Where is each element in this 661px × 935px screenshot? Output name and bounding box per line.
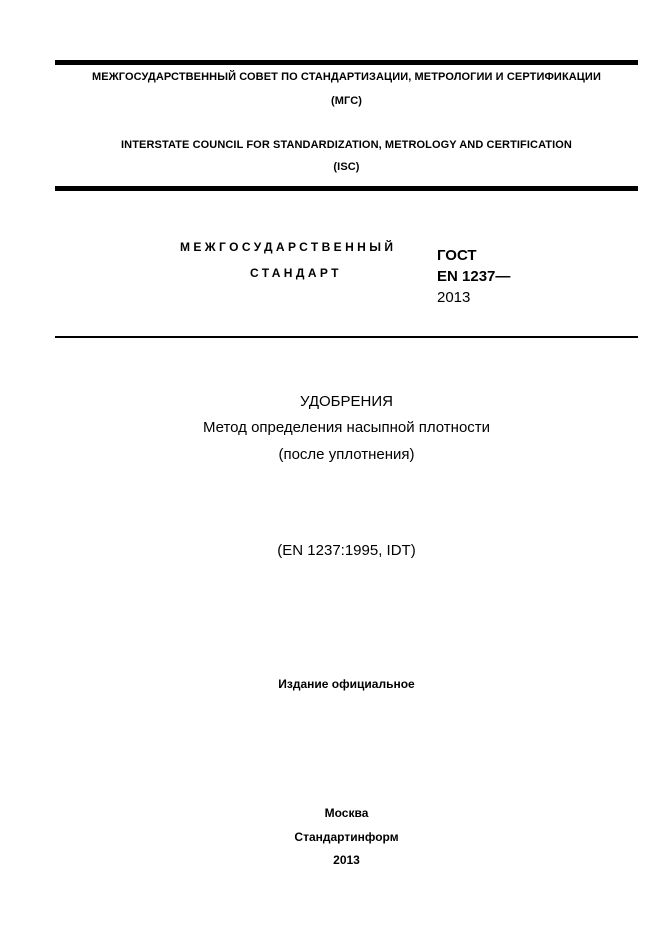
- designation-bottom-rule: [55, 336, 638, 338]
- document-subtitle-line2: (после уплотнения): [278, 446, 415, 463]
- imprint-publisher: Стандартинформ: [294, 830, 399, 844]
- council-abbr-en: (ISC): [333, 161, 360, 173]
- gost-year: 2013: [437, 289, 471, 306]
- imprint-year: 2013: [333, 853, 360, 867]
- designation-line2: СТАНДАРТ: [250, 266, 342, 280]
- gost-number: EN 1237—: [437, 268, 511, 285]
- gost-label: ГОСТ: [437, 247, 477, 264]
- council-name-ru: МЕЖГОСУДАРСТВЕННЫЙ СОВЕТ ПО СТАНДАРТИЗАЦИИ, МЕТРОЛОГИИ И СЕРТИФИКАЦИИ: [92, 71, 601, 83]
- council-name-en: INTERSTATE COUNCIL FOR STANDARDIZATION, METROLOGY AND CERTIFICATION: [121, 139, 572, 151]
- edition-note: Издание официальное: [278, 677, 415, 691]
- document-subtitle-line1: Метод определения насыпной плотности: [202, 419, 491, 436]
- designation-line1: МЕЖГОСУДАРСТВЕННЫЙ: [180, 240, 397, 254]
- standard-reference: (EN 1237:1995, IDT): [277, 542, 416, 559]
- top-thick-rule: [55, 60, 638, 65]
- imprint-city: Москва: [324, 806, 369, 820]
- header-bottom-thick-rule: [55, 186, 638, 191]
- council-abbr-ru: (МГС): [330, 95, 363, 107]
- document-title: УДОБРЕНИЯ: [300, 393, 393, 410]
